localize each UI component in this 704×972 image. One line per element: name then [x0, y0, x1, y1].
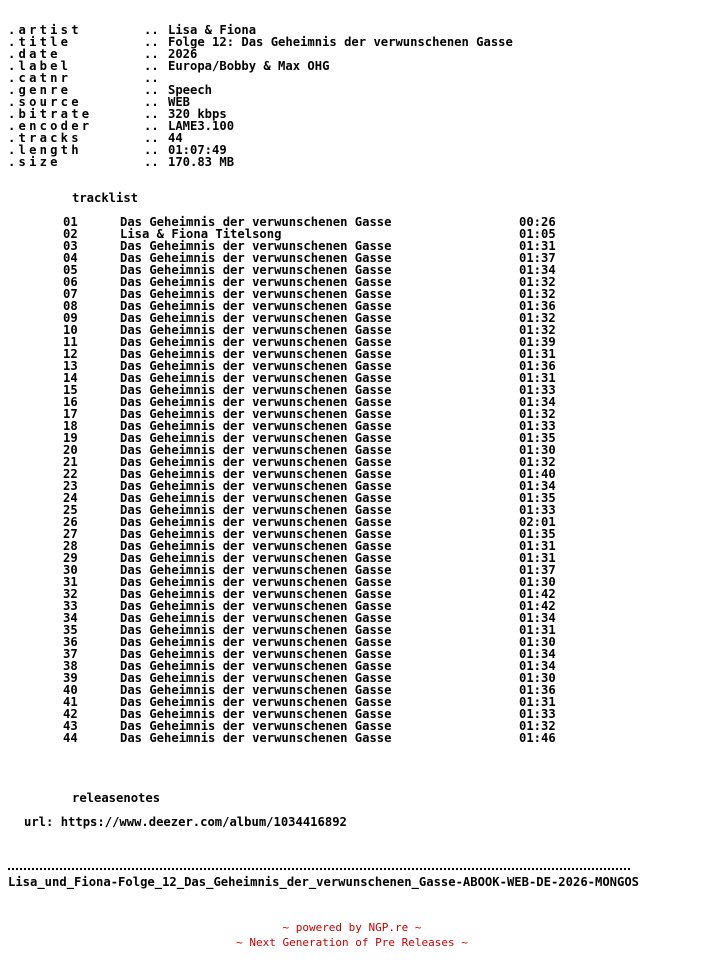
track-title: Das Geheimnis der verwunschenen Gasse	[120, 323, 392, 337]
track-number: 39	[63, 671, 78, 685]
info-separator: ..	[144, 47, 159, 61]
info-separator: ..	[144, 95, 159, 109]
track-title: Das Geheimnis der verwunschenen Gasse	[120, 311, 392, 325]
track-number: 33	[63, 599, 78, 613]
track-number: 24	[63, 491, 78, 505]
info-key: .encoder	[8, 119, 93, 133]
track-title: Das Geheimnis der verwunschenen Gasse	[120, 623, 392, 637]
track-title: Das Geheimnis der verwunschenen Gasse	[120, 635, 392, 649]
track-duration: 01:31	[519, 551, 556, 565]
info-separator: ..	[144, 71, 159, 85]
track-number: 43	[63, 719, 78, 733]
info-separator: ..	[144, 143, 159, 157]
track-title: Das Geheimnis der verwunschenen Gasse	[120, 515, 392, 529]
info-row	[8, 60, 513, 72]
info-key: .label	[8, 59, 72, 73]
releasenotes-heading: releasenotes	[72, 791, 161, 805]
info-row	[8, 156, 513, 168]
track-number: 19	[63, 431, 78, 445]
track-title: Das Geheimnis der verwunschenen Gasse	[120, 215, 392, 229]
track-duration: 01:32	[519, 287, 556, 301]
info-separator: ..	[144, 107, 159, 121]
info-row	[8, 72, 513, 84]
url-line	[24, 816, 347, 828]
track-title: Das Geheimnis der verwunschenen Gasse	[120, 263, 392, 277]
track-number: 35	[63, 623, 78, 637]
track-title: Lisa & Fiona Titelsong	[120, 227, 282, 241]
info-key: .size	[8, 155, 61, 169]
track-duration: 01:31	[519, 539, 556, 553]
tagline-text: ~ Next Generation of Pre Releases ~	[236, 936, 468, 949]
track-number: 32	[63, 587, 78, 601]
track-number: 40	[63, 683, 78, 697]
track-number: 01	[63, 215, 78, 229]
track-duration: 01:35	[519, 431, 556, 445]
track-title: Das Geheimnis der verwunschenen Gasse	[120, 719, 392, 733]
track-title: Das Geheimnis der verwunschenen Gasse	[120, 503, 392, 517]
info-value: LAME3.100	[168, 119, 235, 133]
track-duration: 01:33	[519, 707, 556, 721]
track-duration: 01:34	[519, 479, 556, 493]
track-number: 08	[63, 299, 78, 313]
track-title: Das Geheimnis der verwunschenen Gasse	[120, 287, 392, 301]
track-title: Das Geheimnis der verwunschenen Gasse	[120, 599, 392, 613]
info-key: .artist	[8, 23, 82, 37]
info-value: Lisa & Fiona	[168, 23, 257, 37]
track-number: 27	[63, 527, 78, 541]
track-number: 07	[63, 287, 78, 301]
track-number: 28	[63, 539, 78, 553]
track-duration: 01:31	[519, 371, 556, 385]
track-number: 22	[63, 467, 78, 481]
track-duration: 01:32	[519, 275, 556, 289]
track-title: Das Geheimnis der verwunschenen Gasse	[120, 611, 392, 625]
track-title: Das Geheimnis der verwunschenen Gasse	[120, 671, 392, 685]
track-duration: 01:32	[519, 323, 556, 337]
info-key: .length	[8, 143, 82, 157]
track-number: 20	[63, 443, 78, 457]
track-title: Das Geheimnis der verwunschenen Gasse	[120, 527, 392, 541]
track-number: 11	[63, 335, 78, 349]
track-duration: 01:30	[519, 575, 556, 589]
track-number: 44	[63, 731, 78, 745]
track-number: 23	[63, 479, 78, 493]
track-duration: 01:34	[519, 659, 556, 673]
track-number: 31	[63, 575, 78, 589]
info-value: 01:07:49	[168, 143, 227, 157]
track-number: 04	[63, 251, 78, 265]
info-value: 170.83 MB	[168, 155, 235, 169]
track-duration: 01:31	[519, 239, 556, 253]
track-title: Das Geheimnis der verwunschenen Gasse	[120, 239, 392, 253]
track-duration: 01:05	[519, 227, 556, 241]
track-title: Das Geheimnis der verwunschenen Gasse	[120, 695, 392, 709]
track-duration: 01:37	[519, 251, 556, 265]
track-number: 18	[63, 419, 78, 433]
info-separator: ..	[144, 155, 159, 169]
track-title: Das Geheimnis der verwunschenen Gasse	[120, 467, 392, 481]
track-number: 26	[63, 515, 78, 529]
track-title: Das Geheimnis der verwunschenen Gasse	[120, 491, 392, 505]
track-duration: 02:01	[519, 515, 556, 529]
track-duration: 01:33	[519, 503, 556, 517]
info-key: .source	[8, 95, 82, 109]
track-duration: 01:34	[519, 395, 556, 409]
release-name: Lisa_und_Fiona-Folge_12_Das_Geheimnis_der_verwunschenen_Gasse-ABOOK-WEB-DE-2026-MONGOS	[8, 875, 640, 889]
track-number: 17	[63, 407, 78, 421]
track-duration: 01:30	[519, 443, 556, 457]
track-title: Das Geheimnis der verwunschenen Gasse	[120, 407, 392, 421]
info-row	[8, 84, 513, 96]
track-duration: 01:42	[519, 599, 556, 613]
track-number: 13	[63, 359, 78, 373]
track-title: Das Geheimnis der verwunschenen Gasse	[120, 455, 392, 469]
track-duration: 01:32	[519, 719, 556, 733]
track-title: Das Geheimnis der verwunschenen Gasse	[120, 335, 392, 349]
track-number: 12	[63, 347, 78, 361]
track-number: 42	[63, 707, 78, 721]
info-value: 44	[168, 131, 183, 145]
info-value: 320 kbps	[168, 107, 227, 121]
track-title: Das Geheimnis der verwunschenen Gasse	[120, 347, 392, 361]
track-title: Das Geheimnis der verwunschenen Gasse	[120, 431, 392, 445]
track-title: Das Geheimnis der verwunschenen Gasse	[120, 659, 392, 673]
track-duration: 01:34	[519, 611, 556, 625]
track-title: Das Geheimnis der verwunschenen Gasse	[120, 563, 392, 577]
track-duration: 01:34	[519, 263, 556, 277]
track-duration: 01:36	[519, 299, 556, 313]
track-duration: 01:32	[519, 455, 556, 469]
track-number: 21	[63, 455, 78, 469]
track-number: 05	[63, 263, 78, 277]
info-separator: ..	[144, 83, 159, 97]
release-info-block	[8, 24, 513, 168]
track-duration: 01:39	[519, 335, 556, 349]
track-number: 34	[63, 611, 78, 625]
album-url[interactable]: https://www.deezer.com/album/1034416892	[60, 815, 347, 829]
track-duration: 01:33	[519, 419, 556, 433]
track-number: 03	[63, 239, 78, 253]
track-number: 02	[63, 227, 78, 241]
track-title: Das Geheimnis der verwunschenen Gasse	[120, 587, 392, 601]
tracklist-heading: tracklist	[72, 191, 139, 205]
track-number: 09	[63, 311, 78, 325]
info-key: .bitrate	[8, 107, 93, 121]
track-title: Das Geheimnis der verwunschenen Gasse	[120, 395, 392, 409]
track-duration: 01:31	[519, 347, 556, 361]
track-duration: 01:33	[519, 383, 556, 397]
track-title: Das Geheimnis der verwunschenen Gasse	[120, 707, 392, 721]
track-number: 14	[63, 371, 78, 385]
info-key: .title	[8, 35, 72, 49]
track-title: Das Geheimnis der verwunschenen Gasse	[120, 539, 392, 553]
info-row	[8, 144, 513, 156]
track-number: 41	[63, 695, 78, 709]
track-row	[63, 732, 563, 744]
url-label: url:	[24, 815, 54, 829]
track-title: Das Geheimnis der verwunschenen Gasse	[120, 647, 392, 661]
track-duration: 01:30	[519, 671, 556, 685]
track-duration: 01:36	[519, 683, 556, 697]
track-number: 37	[63, 647, 78, 661]
info-separator: ..	[144, 59, 159, 73]
track-duration: 01:40	[519, 467, 556, 481]
info-value: Speech	[168, 83, 213, 97]
track-number: 36	[63, 635, 78, 649]
info-row	[8, 120, 513, 132]
track-number: 15	[63, 383, 78, 397]
track-duration: 01:37	[519, 563, 556, 577]
info-value: Europa/Bobby & Max OHG	[168, 59, 330, 73]
info-value: Folge 12: Das Geheimnis der verwunschenen Gasse	[168, 35, 513, 49]
track-duration: 01:31	[519, 623, 556, 637]
track-title: Das Geheimnis der verwunschenen Gasse	[120, 251, 392, 265]
track-title: Das Geheimnis der verwunschenen Gasse	[120, 419, 392, 433]
track-duration: 01:46	[519, 731, 556, 745]
track-duration: 00:26	[519, 215, 556, 229]
track-duration: 01:34	[519, 647, 556, 661]
info-value: WEB	[168, 95, 191, 109]
track-title: Das Geheimnis der verwunschenen Gasse	[120, 551, 392, 565]
track-duration: 01:36	[519, 359, 556, 373]
track-title: Das Geheimnis der verwunschenen Gasse	[120, 299, 392, 313]
info-value: 2026	[168, 47, 198, 61]
info-separator: ..	[144, 131, 159, 145]
track-title: Das Geheimnis der verwunschenen Gasse	[120, 575, 392, 589]
info-separator: ..	[144, 35, 159, 49]
track-number: 25	[63, 503, 78, 517]
track-number: 10	[63, 323, 78, 337]
info-separator: ..	[144, 119, 159, 133]
track-title: Das Geheimnis der verwunschenen Gasse	[120, 443, 392, 457]
track-duration: 01:31	[519, 695, 556, 709]
tracklist	[63, 216, 563, 744]
track-title: Das Geheimnis der verwunschenen Gasse	[120, 683, 392, 697]
track-title: Das Geheimnis der verwunschenen Gasse	[120, 275, 392, 289]
info-key: .tracks	[8, 131, 82, 145]
info-key: .catnr	[8, 71, 72, 85]
track-duration: 01:35	[519, 527, 556, 541]
info-separator: ..	[144, 23, 159, 37]
track-title: Das Geheimnis der verwunschenen Gasse	[120, 359, 392, 373]
track-duration: 01:32	[519, 407, 556, 421]
track-number: 30	[63, 563, 78, 577]
track-number: 16	[63, 395, 78, 409]
info-key: .date	[8, 47, 61, 61]
track-number: 29	[63, 551, 78, 565]
info-row	[8, 132, 513, 144]
info-key: .genre	[8, 83, 72, 97]
track-number: 38	[63, 659, 78, 673]
footer	[0, 920, 704, 950]
track-duration: 01:35	[519, 491, 556, 505]
track-title: Das Geheimnis der verwunschenen Gasse	[120, 479, 392, 493]
track-title: Das Geheimnis der verwunschenen Gasse	[120, 371, 392, 385]
info-row	[8, 36, 513, 48]
track-title: Das Geheimnis der verwunschenen Gasse	[120, 383, 392, 397]
track-duration: 01:42	[519, 587, 556, 601]
dotted-divider	[8, 868, 630, 870]
track-duration: 01:30	[519, 635, 556, 649]
powered-by-text[interactable]: ~ powered by NGP.re ~	[282, 921, 422, 934]
track-title: Das Geheimnis der verwunschenen Gasse	[120, 731, 392, 745]
track-duration: 01:32	[519, 311, 556, 325]
track-number: 06	[63, 275, 78, 289]
